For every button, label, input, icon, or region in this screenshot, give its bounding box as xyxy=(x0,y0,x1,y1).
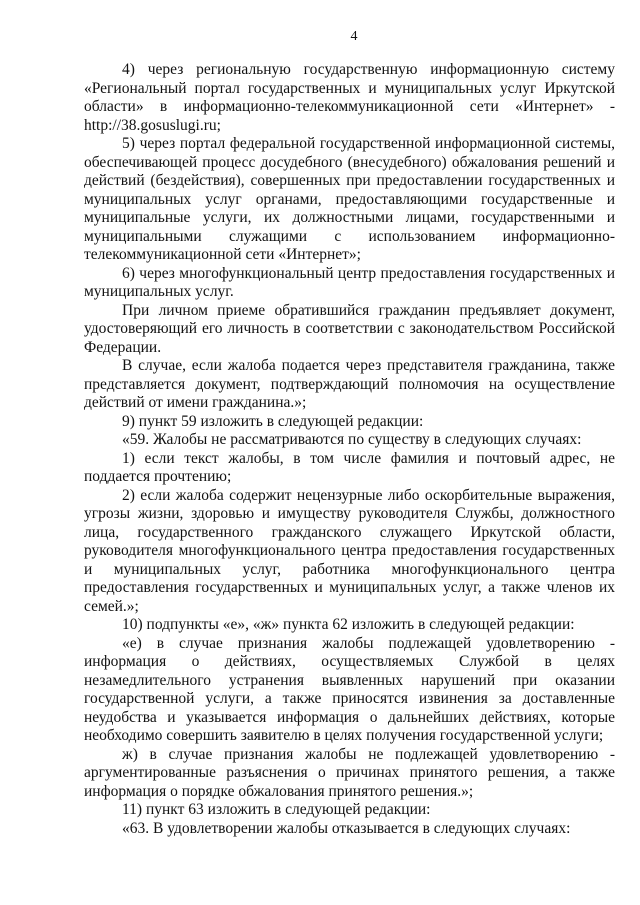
paragraph-mfc: 6) через многофункциональный центр предоставления государственных и муниципальных услуг. xyxy=(84,264,615,300)
paragraph-personal-reception: При личном приеме обратившийся гражданин предъявляет документ, удостоверяющий его личность в соответствии с законодательством Российской Федерации. xyxy=(84,301,615,356)
paragraph-clause-59-item-2: 2) если жалоба содержит нецензурные либо оскорбительные выражения, угрозы жизни, здоровью и имуществу руководителя Службы, должностного лица, государственного гражданского служащего Иркутской области, руководителя многофункционального центра предоставления государственных и муниципальных услуг, работника многофункционального центра предоставления государственных и муниципальных услуг, а также членов их семей.»; xyxy=(84,486,615,615)
paragraph-amendment-11: 11) пункт 63 изложить в следующей редакции: xyxy=(122,801,431,818)
paragraph-representative: В случае, если жалоба подается через представителя гражданина, также представляется документ, подтверждающий полномочия на осуществление действий от имени гражданина.»; xyxy=(84,357,615,411)
paragraph-portal-regional: 4) через региональную государственную информационную систему «Региональный портал государственных и муниципальных услуг Иркутской области» в информационно-телекоммуникационной сети «Интернет» - http://38.gosuslugi.ru; xyxy=(84,61,615,134)
paragraph-clause-59-item-1: 1) если текст жалобы, в том числе фамилия и почтовый адрес, не поддается прочтению; xyxy=(84,449,615,485)
paragraph-subitem-zh: ж) в случае признания жалобы не подлежащей удовлетворению - аргументированные разъяснения о причинах принятого решения, а также информация о порядке обжалования принятого решения.»; xyxy=(84,745,615,800)
paragraph-portal-federal: 5) через портал федеральной государственной информационной системы, обеспечивающей процесс досудебного (внесудебного) обжалования решений и действий (бездействия), совершенных при предоставлении государственных и муниципальных услуг органами, предоставляющими государственные и муниципальные услуги, их должностными лицами, государственными и муниципальными служащими с использованием информационно-телекоммуникационной сети «Интернет»; xyxy=(84,135,615,263)
paragraph-clause-63: «63. В удовлетворении жалобы отказывается в следующих случаях: xyxy=(122,819,571,837)
paragraph-clause-59: «59. Жалобы не рассматриваются по существу в следующих случаях: xyxy=(122,431,582,448)
paragraph-subitem-e: «е) в случае признания жалобы подлежащей удовлетворению - информация о действиях, осуществляемых Службой в целях незамедлительного устранения выявленных нарушений при оказании государственной услуги, а также приносятся извинения за доставленные неудобства и указывается информация о дальнейших действиях, которые необходимо совершить заявителю в целях получения государственной услуги; xyxy=(84,634,615,744)
page-number: 4 xyxy=(350,29,358,44)
paragraph-amendment-10: 10) подпункты «е», «ж» пункта 62 изложить в следующей редакции: xyxy=(122,616,575,633)
paragraph-amendment-9: 9) пункт 59 изложить в следующей редакции: xyxy=(122,412,424,430)
